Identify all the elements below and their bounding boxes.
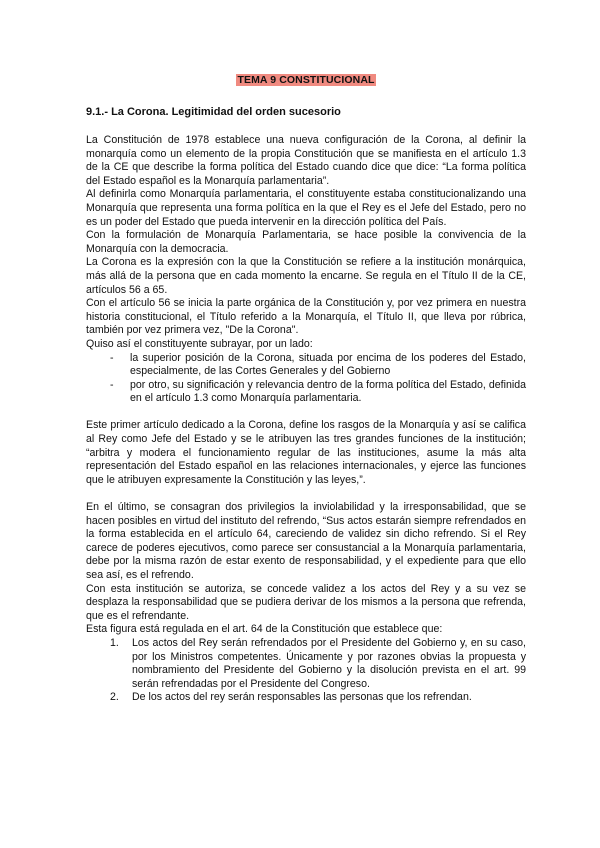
paragraph-3: Con la formulación de Monarquía Parlamentaria, se hace posible la convivencia de la Monarquía con la democracia.: [86, 229, 526, 255]
list-item-text: De los actos del rey serán responsables las personas que los refrendan.: [132, 691, 472, 704]
item-number: 1.: [110, 636, 119, 649]
paragraph-5: Con el artículo 56 se inicia la parte orgánica de la Constitución y, por vez primera en nuestra historia constitucional, el Título referido a la Monarquía, el Título II, que lleva por rúbrica, también por vez primera vez, "De la Corona".: [86, 297, 526, 337]
item-number: 2.: [110, 691, 119, 704]
paragraph-9: Con esta institución se autoriza, se concede validez a los actos del Rey y a su vez se desplaza la responsabilidad que se pudiera derivar de los mismos a la persona que refrenda, que es el refrendante.: [86, 582, 526, 622]
list-item-text: por otro, su significación y relevancia dentro de la forma política del Estado, definida en el artículo 1.3 como Monarquía parlamentaria.: [130, 378, 526, 405]
dash-bullet: -: [110, 351, 114, 364]
list-item: [110, 691, 526, 705]
paragraph-7: Este primer artículo dedicado a la Corona, define los rasgos de la Monarquía y así se califica al Rey como Jefe del Estado y se le atribuyen las tres grandes funciones de la institución; “arbitra y modera el funcionamiento regular de las instituciones, asume la más alta representación del Estado español en las relaciones internacionales, y ejerce las funciones que le atribuyen expresamente la Constitución y las leyes,”.: [86, 419, 526, 486]
list-item: [110, 352, 526, 379]
paragraph-4: La Corona es la expresión con la que la Constitución se refiere a la institución monárquica, más allá de la persona que en cada momento la encarne. Se regula en el Título II de la CE, artículos 56 a 65.: [86, 256, 526, 296]
paragraph-6: Quiso así el constituyente subrayar, por un lado:: [86, 337, 313, 350]
paragraph-8: En el último, se consagran dos privilegios la inviolabilidad y la irresponsabilidad, que se hacen posibles en virtud del instituto del refrendo, “Sus actos estarán siempre refrendados en la forma establecida en el artículo 64, careciendo de validez sin dicho refrendo. Si el Rey carece de poderes ejecutivos, como parece ser consustancial a la Monarquía parlamentaria, debe por la misma razón de estar exento de responsabilidad, y el expediente para que ello sea así, es el refrendo.: [86, 501, 526, 581]
spacer: [86, 406, 526, 420]
dash-bullet: -: [110, 378, 114, 391]
section-heading: 9.1.- La Corona. Legitimidad del orden sucesorio: [86, 106, 341, 118]
numbered-list: [86, 637, 526, 705]
list-item: [110, 637, 526, 691]
paragraph-1: La Constitución de 1978 establece una nueva configuración de la Corona, al definir la monarquía como un elemento de la propia Constitución que se manifiesta en el artículo 1.3 de la CE que describe la forma política del Estado cuando dice que dice: “La forma política del Estado español es la Monarquía parlamentaria”.: [86, 134, 526, 187]
document-title: [86, 70, 526, 88]
spacer: [86, 487, 526, 501]
document-page: [86, 70, 526, 705]
dash-list: [86, 352, 526, 406]
paragraph-10: Esta figura está regulada en el art. 64 de la Constitución que establece que:: [86, 623, 443, 636]
title-text: TEMA 9 CONSTITUCIONAL: [237, 74, 375, 86]
list-item-text: Los actos del Rey serán refrendados por el Presidente del Gobierno y, en su caso, por los Ministros competentes. Únicamente y por razones obvias la propuesta y nombramiento del Presidente del Gobierno y la disolución prevista en el art. 99 serán refrendadas por el Presidente del Congreso.: [132, 636, 526, 690]
paragraph-2: Al definirla como Monarquía parlamentaria, el constituyente estaba constitucionalizando una Monarquía que representa una forma política en la que el Rey es el Jefe del Estado, pero no es un poder del Estado que pueda intervenir en la dirección política del País.: [86, 188, 526, 228]
list-item: [110, 379, 526, 406]
list-item-text: la superior posición de la Corona, situada por encima de los poderes del Estado, especialmente, de las Cortes Generales y del Gobierno: [130, 351, 526, 378]
